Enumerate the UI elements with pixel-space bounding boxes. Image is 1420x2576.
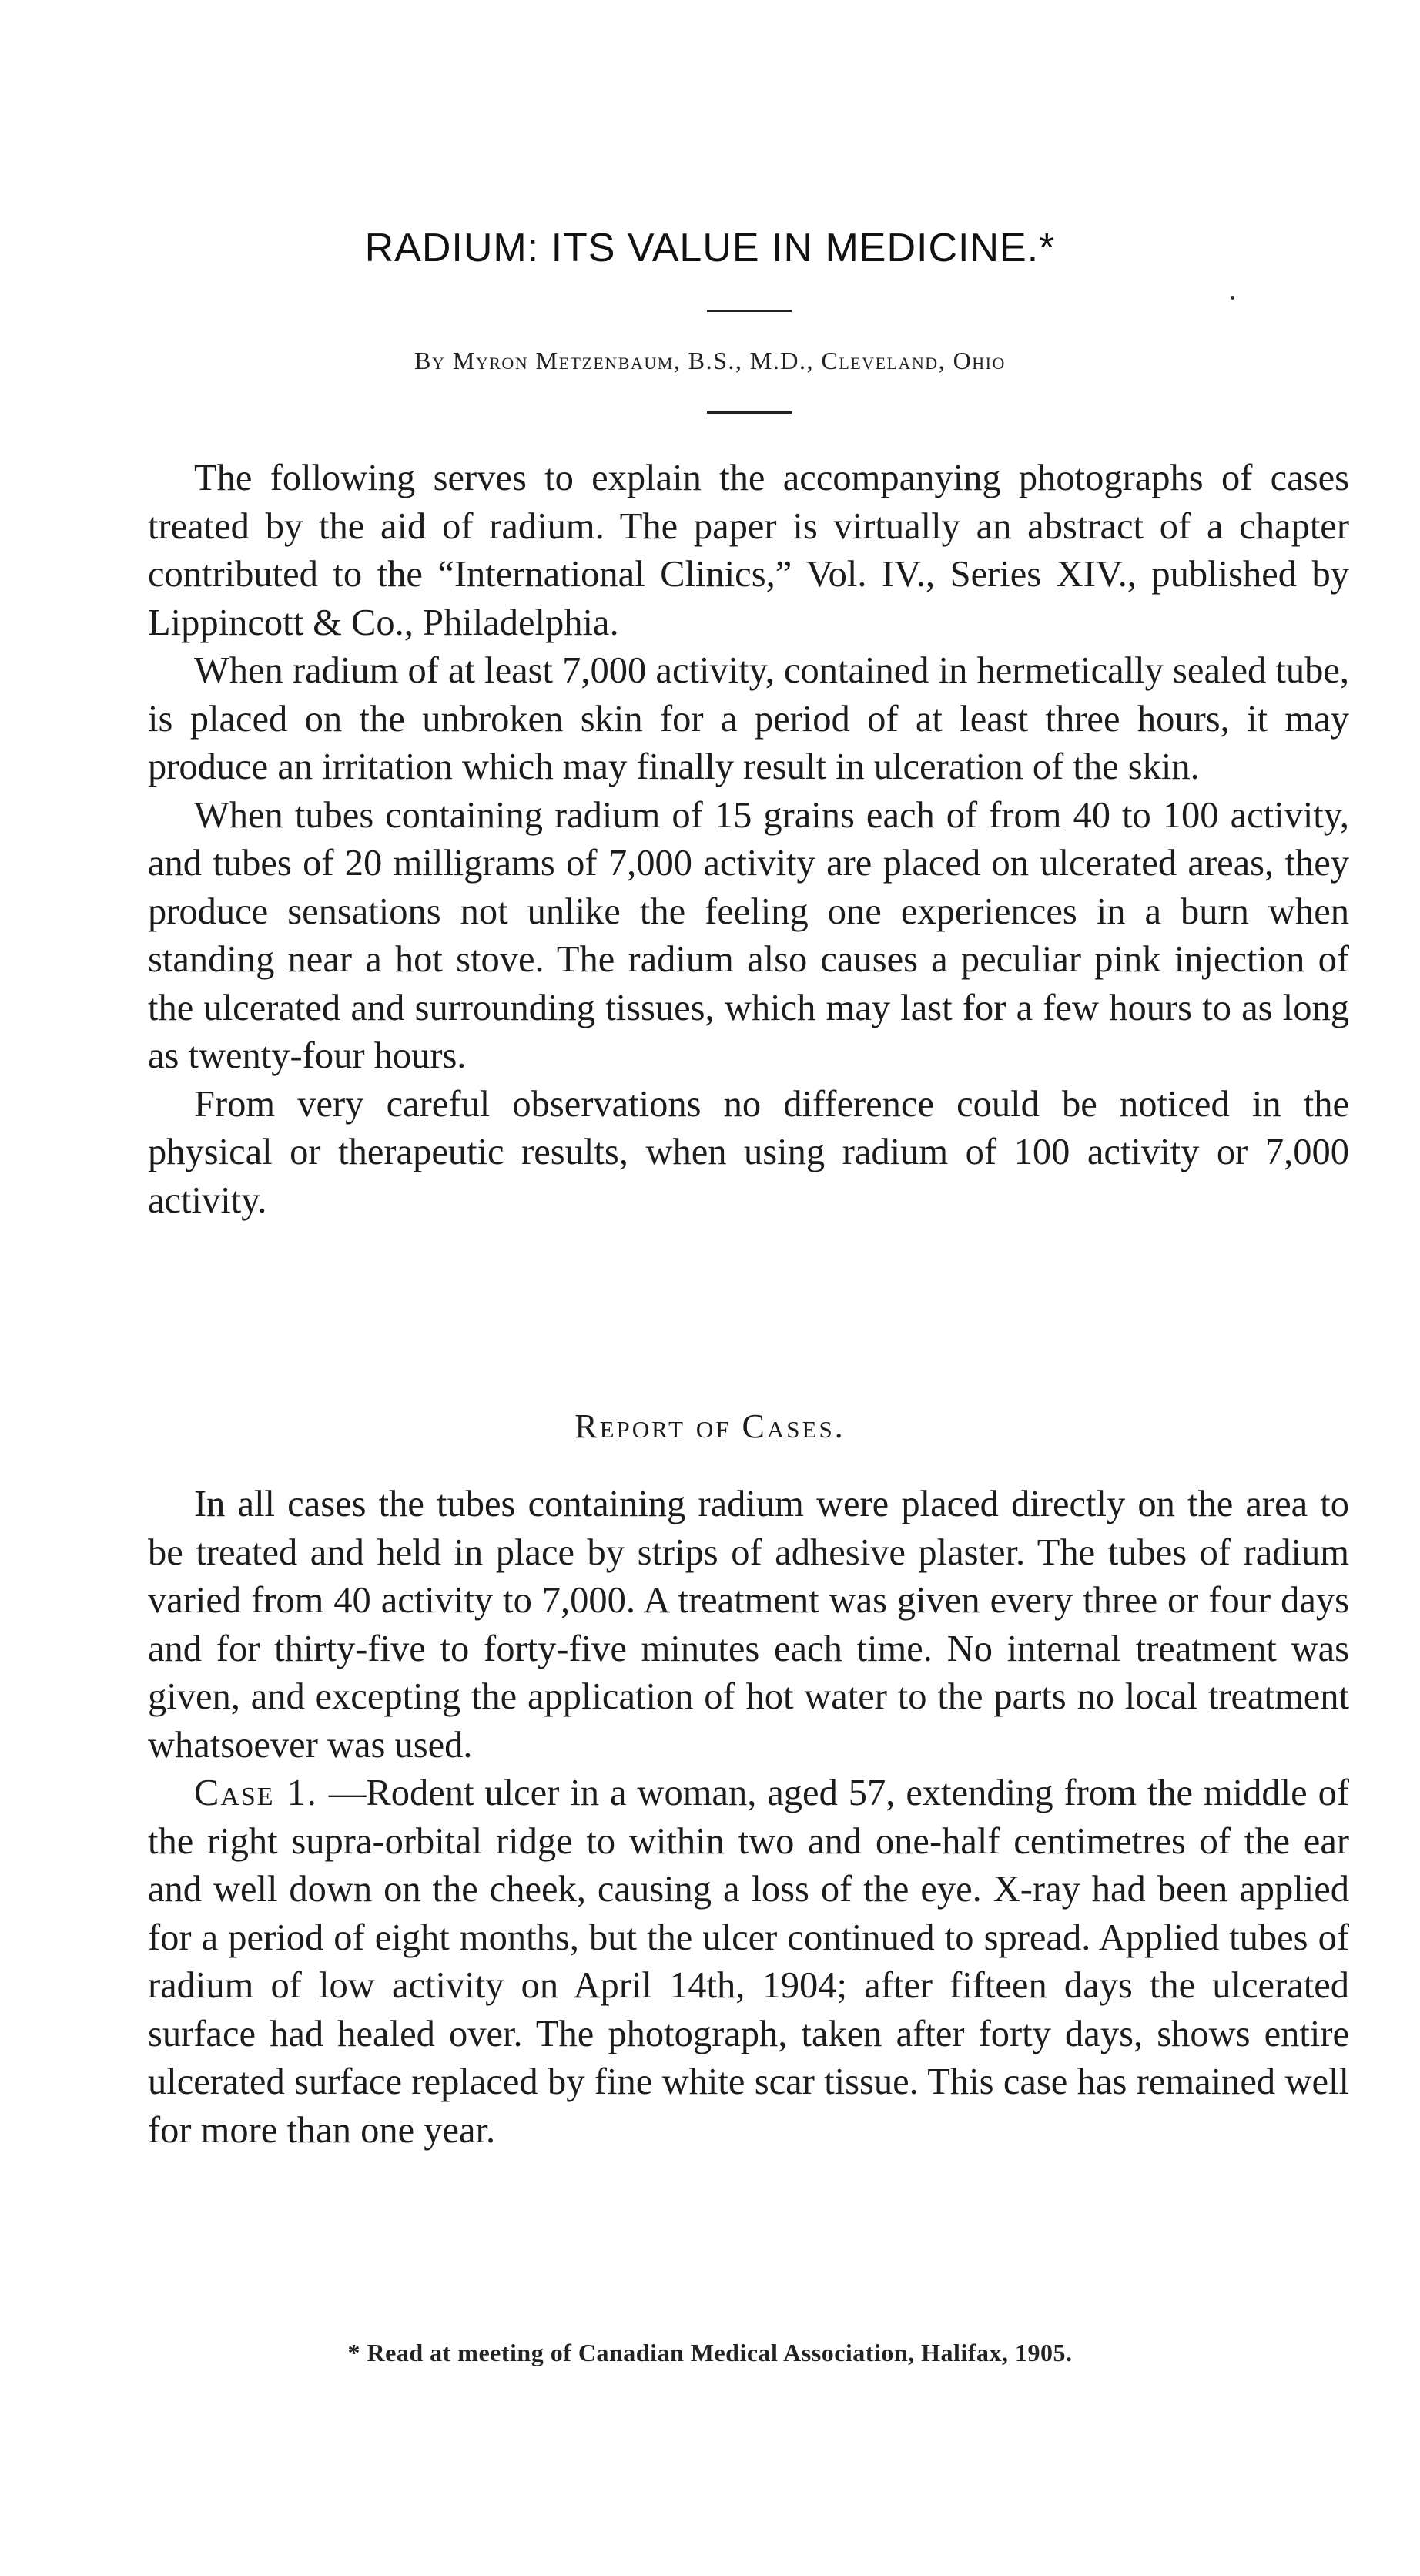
- article-title: RADIUM: ITS VALUE IN MEDICINE.*: [364, 226, 1056, 270]
- paragraph: The following serves to explain the accompanying photographs of cases treated by the aid of radium. The paper is virtually an abstract of a chapter contributed to the “International Clinics,” Vol. IV., Series XIV., published by Lippincott & Co., Philadelphia.: [148, 458, 1349, 643]
- title-rule: [707, 310, 792, 312]
- print-speck: [1231, 296, 1234, 300]
- case-text: —Rodent ulcer in a woman, aged 57, extending from the middle of the right supra-orbital ridge to within two and one-half centimetres of the ear and well down on the cheek, causing a loss of the eye. X-ray had been applied for a period of eight months, but the ulcer continued to spread. Applied tubes of radium of low activity on April 14th, 1904; after fifteen days the ulcerated surface had healed over. The photograph, taken after forty days, shows entire ulcerated surface replaced by fine white scar tissue. This case has remained well for more than one year.: [148, 1773, 1349, 2151]
- author-byline: By Myron Metzenbaum, B.S., M.D., Cleveland, Ohio: [414, 347, 1006, 374]
- paragraph: When tubes containing radium of 15 grains each of from 40 to 100 activity, and tubes of 20 milligrams of 7,000 activity are placed on ulcerated areas, they produce sensations not unlike the feeling one experiences in a burn when standing near a hot stove. The radium also causes a peculiar pink injection of the ulcerated and surrounding tissues, which may last for a few hours to as long as twenty-four hours.: [148, 794, 1349, 1076]
- section-heading: Report of Cases.: [574, 1407, 846, 1445]
- case-label: Case 1.: [194, 1773, 318, 1813]
- paragraph: In all cases the tubes containing radium were placed directly on the area to be treated and held in place by strips of adhesive plaster. The tubes of radium varied from 40 activity to 7,000. A treatment was given every three or four days and for thirty-five to forty-five minutes each time. No internal treatment was given, and excepting the application of hot water to the parts no local treatment whatsoever was used.: [148, 1484, 1349, 1766]
- intro-section: [148, 454, 1349, 1225]
- byline-rule: [707, 411, 792, 414]
- case-paragraph: [148, 1769, 1349, 2155]
- report-section: [148, 1481, 1349, 2155]
- footnote: * Read at meeting of Canadian Medical Association, Halifax, 1905.: [347, 2339, 1073, 2366]
- paragraph: From very careful observations no difference could be noticed in the physical or therapeutic results, when using radium of 100 activity or 7,000 activity.: [148, 1083, 1349, 1221]
- paragraph: When radium of at least 7,000 activity, contained in hermetically sealed tube, is placed on the unbroken skin for a period of at least three hours, it may produce an irritation which may finally result in ulceration of the skin.: [148, 650, 1349, 787]
